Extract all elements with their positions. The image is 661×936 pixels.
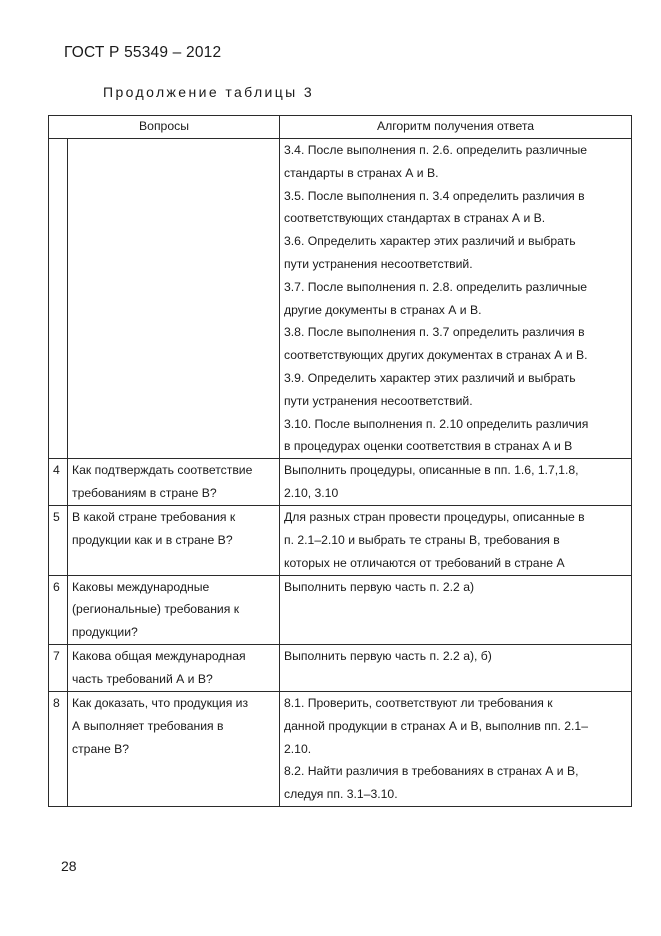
- answer-line: в процедурах оценки соответствия в странах А и В: [284, 439, 573, 454]
- row-number: 7: [49, 644, 68, 691]
- row-number: [49, 139, 68, 459]
- requirements-table: [48, 115, 632, 807]
- answer-line: другие документы в странах А и В.: [284, 302, 482, 317]
- question-line: Как подтверждать соответствие: [72, 463, 253, 478]
- document-header: ГОСТ Р 55349 – 2012: [64, 44, 222, 61]
- answer-line: 3.7. После выполнения п. 2.8. определить различные: [284, 279, 588, 294]
- row-number: 5: [49, 506, 68, 575]
- table-row: [49, 139, 632, 459]
- question-line: продукции как и в стране В?: [72, 532, 233, 547]
- header-questions: Вопросы: [49, 116, 280, 139]
- answer-line: 3.4. После выполнения п. 2.6. определить различные: [284, 143, 588, 157]
- header-algorithm: Алгоритм получения ответа: [280, 116, 632, 139]
- answer-line: 2.10.: [284, 741, 312, 756]
- table-row: [49, 575, 632, 644]
- answer-cell: [280, 459, 632, 506]
- question-cell: [68, 459, 280, 506]
- answer-line: следуя пп. 3.1–3.10.: [284, 787, 398, 802]
- answer-line: Выполнить первую часть п. 2.2 а), б): [284, 648, 492, 663]
- table-caption: Продолжение таблицы 3: [103, 84, 315, 100]
- row-number: 4: [49, 459, 68, 506]
- table-row: [49, 506, 632, 575]
- answer-line: 8.2. Найти различия в требованиях в странах А и В,: [284, 764, 579, 779]
- question-cell: [68, 691, 280, 806]
- question-line: Как доказать, что продукция из: [72, 695, 249, 710]
- answer-line: п. 2.1–2.10 и выбрать те страны В, требования в: [284, 532, 560, 547]
- answer-line: пути устранения несоответствий.: [284, 256, 473, 271]
- answer-cell: [280, 691, 632, 806]
- answer-line: 3.10. После выполнения п. 2.10 определить различия: [284, 416, 589, 431]
- question-line: продукции?: [72, 625, 138, 640]
- question-line: Какова общая международная: [72, 648, 246, 663]
- answer-line: данной продукции в странах А и В, выполнив пп. 2.1–: [284, 718, 588, 733]
- question-cell: [68, 644, 280, 691]
- answer-line: Выполнить первую часть п. 2.2 а): [284, 579, 475, 594]
- page-number: 28: [61, 858, 77, 874]
- question-line: часть требований А и В?: [72, 671, 213, 686]
- answer-cell: [280, 506, 632, 575]
- answer-line: пути устранения несоответствий.: [284, 393, 473, 408]
- answer-line: 8.1. Проверить, соответствуют ли требования к: [284, 695, 553, 710]
- answer-line: Для разных стран провести процедуры, описанные в: [284, 510, 585, 525]
- answer-line: 2.10, 3.10: [284, 485, 339, 500]
- answer-line: 3.8. После выполнения п. 3.7 определить различия в: [284, 325, 585, 340]
- question-line: А выполняет требования в: [72, 718, 224, 733]
- answer-line: соответствующих других документах в странах А и В.: [284, 348, 588, 363]
- answer-line: стандарты в странах А и В.: [284, 165, 439, 180]
- table-row: [49, 459, 632, 506]
- answer-cell: [280, 575, 632, 644]
- answer-line: 3.9. Определить характер этих различий и выбрать: [284, 370, 576, 385]
- answer-cell: [280, 644, 632, 691]
- table-row: [49, 691, 632, 806]
- question-cell: [68, 575, 280, 644]
- answer-line: 3.6. Определить характер этих различий и выбрать: [284, 234, 576, 249]
- answer-line: которых не отличаются от требований в стране А: [284, 555, 565, 570]
- table-row: [49, 644, 632, 691]
- question-cell: [68, 506, 280, 575]
- table-header-row: [49, 116, 632, 139]
- row-number: 6: [49, 575, 68, 644]
- question-line: (региональные) требования к: [72, 602, 240, 617]
- question-line: требованиям в стране В?: [72, 485, 217, 500]
- answer-line: Выполнить процедуры, описанные в пп. 1.6, 1.7,1.8,: [284, 463, 579, 478]
- question-line: В какой стране требования к: [72, 510, 236, 525]
- row-number: 8: [49, 691, 68, 806]
- answer-cell: [280, 139, 632, 459]
- answer-line: 3.5. После выполнения п. 3.4 определить различия в: [284, 188, 585, 203]
- question-line: Каковы международные: [72, 579, 210, 594]
- answer-line: соответствующих стандартах в странах А и В.: [284, 211, 546, 226]
- question-cell: [68, 139, 280, 459]
- question-line: стране В?: [72, 741, 130, 756]
